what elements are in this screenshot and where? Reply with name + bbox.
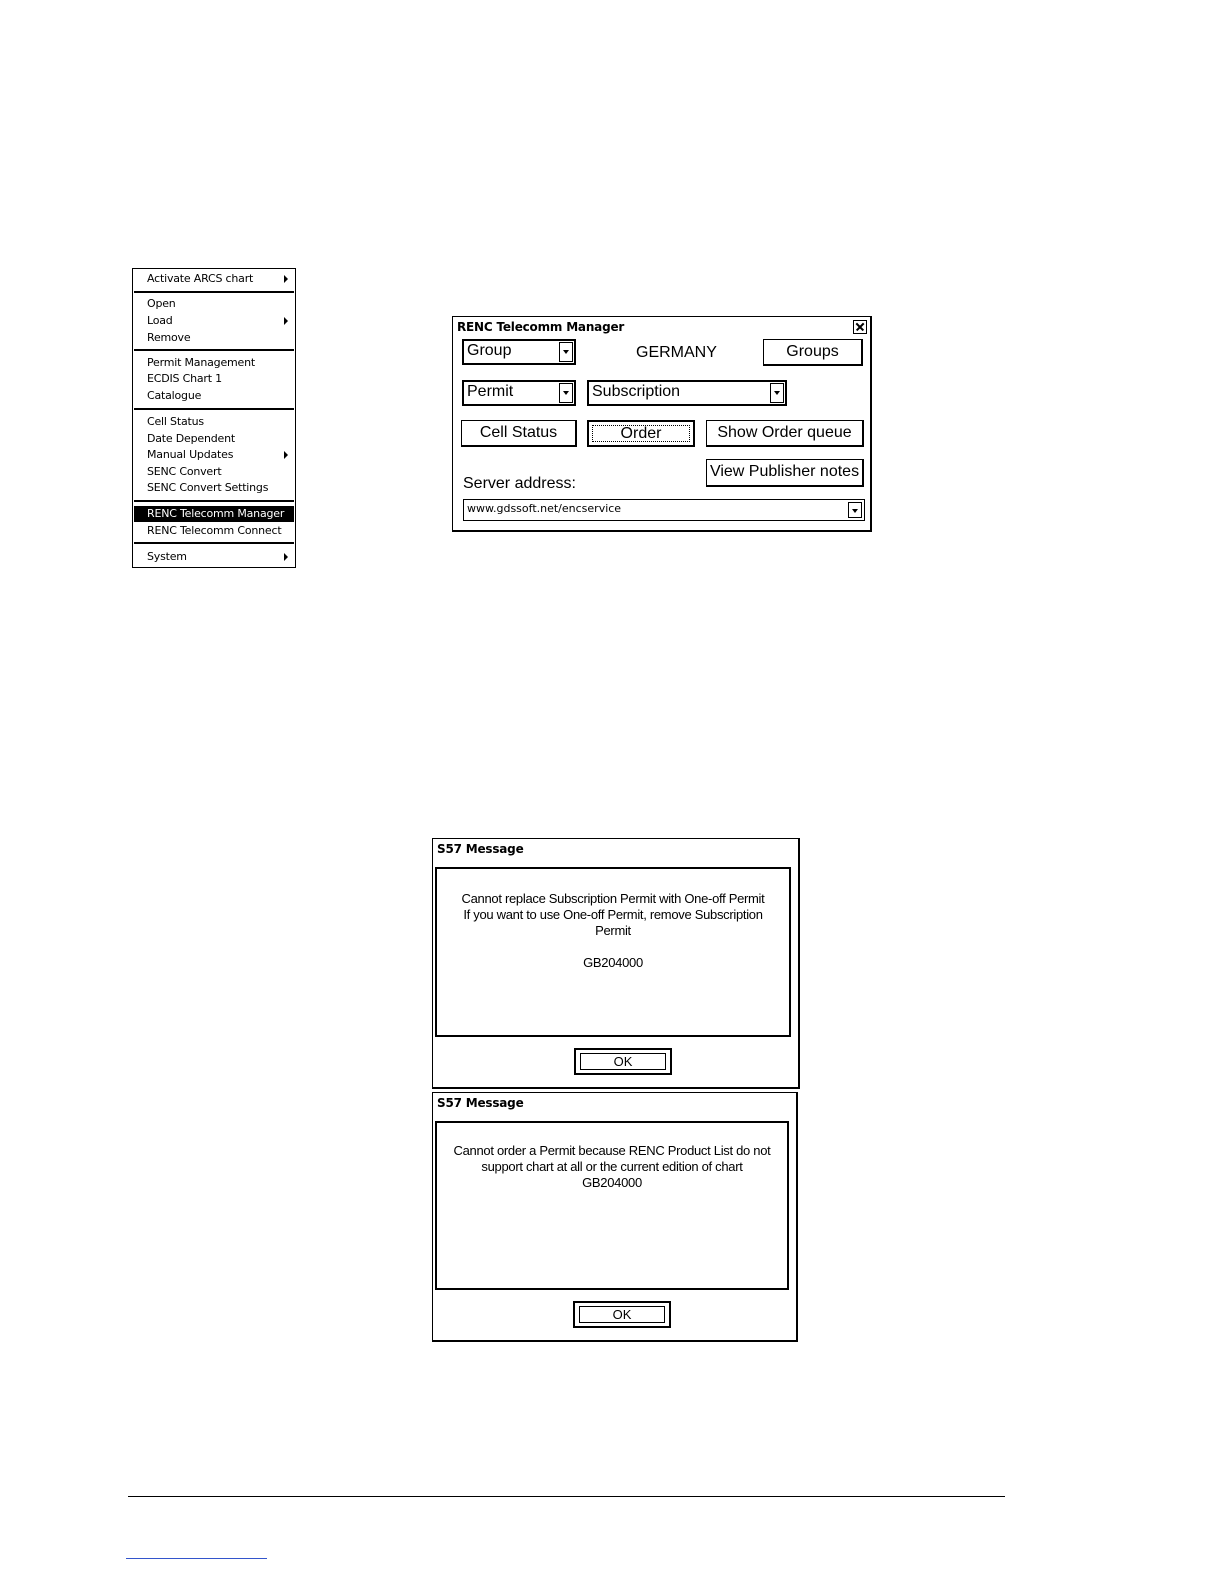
footer-divider [128, 1496, 1005, 1497]
s57-message-dialog-1 [432, 838, 800, 1089]
server-address-select[interactable] [463, 499, 865, 521]
cell-status-button[interactable]: Cell Status [461, 420, 577, 447]
menu-item-permit-management[interactable] [134, 355, 294, 371]
menu-item-label: Date Dependent [147, 432, 235, 445]
dialog-title: S57 Message [437, 842, 524, 856]
menu-item-system[interactable] [134, 549, 294, 565]
ok-button[interactable] [574, 1048, 672, 1075]
subscription-select-value: Subscription [592, 383, 681, 400]
menu-separator [134, 291, 294, 293]
menu-item-cell-status[interactable] [134, 414, 294, 430]
menu-separator [134, 500, 294, 502]
permit-select[interactable] [462, 380, 576, 406]
menu-item-label: Remove [147, 331, 191, 344]
groups-button[interactable]: Groups [763, 339, 863, 366]
server-address-label: Server address: [463, 475, 576, 492]
menu-separator [134, 542, 294, 544]
chart-context-menu [132, 268, 296, 568]
s57-message-dialog-2 [432, 1092, 798, 1342]
menu-item-remove[interactable] [134, 330, 294, 346]
menu-item-label: Activate ARCS chart [147, 272, 254, 285]
chevron-down-icon[interactable] [559, 383, 573, 403]
ok-button-label: OK [579, 1306, 665, 1323]
order-button-label: Order [592, 425, 690, 442]
menu-item-open[interactable] [134, 296, 294, 312]
menu-item-load[interactable] [134, 313, 294, 329]
menu-separator [134, 408, 294, 410]
menu-item-activate-arcs-chart[interactable] [134, 271, 294, 287]
order-button[interactable] [587, 420, 695, 447]
view-publisher-notes-button[interactable]: View Publisher notes [706, 459, 864, 487]
message-line: Permit [595, 923, 631, 938]
message-line: support chart at all or the current edition of chart [481, 1159, 743, 1174]
chevron-down-icon[interactable] [848, 502, 862, 518]
submenu-arrow-icon [284, 553, 288, 561]
message-box [435, 1121, 789, 1290]
menu-item-renc-telecomm-manager[interactable] [134, 506, 294, 522]
menu-item-label: ECDIS Chart 1 [147, 372, 222, 385]
menu-item-label: RENC Telecomm Manager [147, 507, 285, 520]
menu-item-senc-convert[interactable] [134, 464, 294, 480]
menu-item-label: Manual Updates [147, 448, 234, 461]
renc-telecomm-manager-dialog [452, 316, 872, 532]
menu-separator [134, 349, 294, 351]
submenu-arrow-icon [284, 317, 288, 325]
group-select-value: Group [467, 342, 512, 359]
menu-item-label: SENC Convert Settings [147, 481, 269, 494]
message-line: GB204000 [582, 1175, 642, 1190]
message-box [435, 867, 791, 1037]
menu-item-catalogue[interactable] [134, 388, 294, 404]
country-label: GERMANY [636, 344, 717, 361]
menu-item-manual-updates[interactable] [134, 447, 294, 463]
chart-code: GB204000 [583, 955, 643, 970]
chevron-down-icon[interactable] [770, 383, 784, 403]
message-line: Cannot order a Permit because RENC Product List do not [453, 1143, 771, 1158]
group-select[interactable] [462, 339, 576, 365]
dialog-title: S57 Message [437, 1096, 524, 1110]
message-line: If you want to use One-off Permit, remove Subscription [463, 907, 763, 922]
subscription-select[interactable] [587, 380, 787, 406]
menu-item-label: Open [147, 297, 176, 310]
menu-item-label: Catalogue [147, 389, 202, 402]
server-address-value: www.gdssoft.net/encservice [467, 502, 622, 515]
menu-item-label: SENC Convert [147, 465, 222, 478]
menu-item-label: System [147, 550, 187, 563]
chevron-down-icon[interactable] [559, 342, 573, 362]
menu-item-renc-telecomm-connect[interactable] [134, 523, 294, 539]
menu-item-label: Load [147, 314, 173, 327]
menu-item-label: Permit Management [147, 356, 255, 369]
message-line: Cannot replace Subscription Permit with One-off Permit [461, 891, 765, 906]
submenu-arrow-icon [284, 451, 288, 459]
menu-item-senc-convert-settings[interactable] [134, 480, 294, 496]
menu-item-label: RENC Telecomm Connect [147, 524, 282, 537]
submenu-arrow-icon [284, 275, 288, 283]
footer-link-underline [126, 1558, 267, 1559]
menu-item-ecdis-chart-1[interactable] [134, 371, 294, 387]
close-icon[interactable] [853, 320, 867, 334]
ok-button-label: OK [580, 1053, 666, 1070]
permit-select-value: Permit [467, 383, 514, 400]
menu-item-date-dependent[interactable] [134, 431, 294, 447]
menu-item-label: Cell Status [147, 415, 204, 428]
show-order-queue-button[interactable]: Show Order queue [706, 420, 864, 447]
dialog-title: RENC Telecomm Manager [457, 320, 625, 334]
ok-button[interactable] [573, 1301, 671, 1328]
